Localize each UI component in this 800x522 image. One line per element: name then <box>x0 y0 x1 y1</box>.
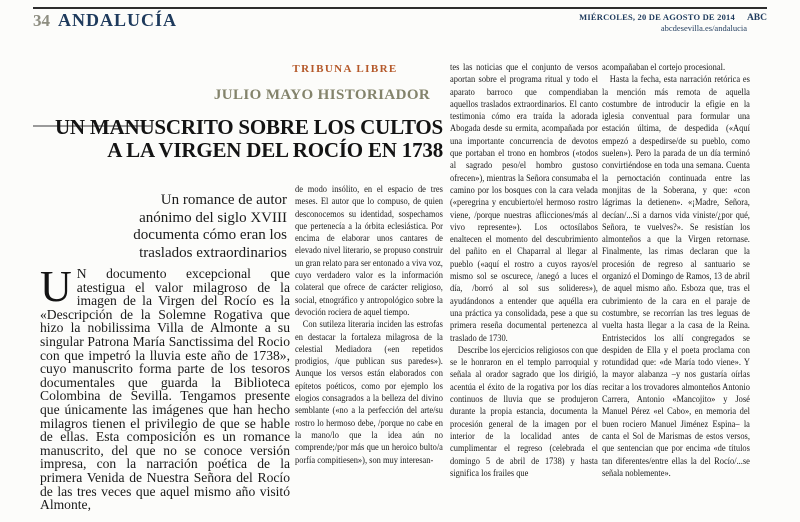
paragraph-text: N documento excepcional que atestigua el valor milagroso de la imagen de la Virgen del Rocío es la «Descripción de la Solemne Rogativa que hizo la nobilissima Villa de Almonte a su singular Patrona María Sanctissima del Rocio con que impetró la lluvia este año de 1738», cuyo manuscrito forma parte de los tesoros documentales que guarda la Biblioteca Colombina de Sevilla. Tengamos presente que únicamente las imágenes que han hecho milagros tienen el privilegio de que se hable de ellas. Esta composición es un romance manuscrito, del que no se conoce versión impresa, con la narración poética de la primera Venida de Nuestra Señora del Rocío de las tres veces que aquel mismo año visitó Almonte, <box>40 267 290 513</box>
section-title: ANDALUCÍA <box>58 10 178 30</box>
article-headline <box>33 116 443 162</box>
paragraph: acompañaban el cortejo procesional. <box>602 62 726 73</box>
paragraph: de modo insólito, en el espacio de tres meses. El autor que lo compuso, de quien desconocemos su identidad, sospechamos que pertenecía a la órbita eclesiástica. Por encima de elaborar unos cantares de elevado nivel literario, se propuso construir un gran relato para ser entonado a viva voz, cuyo verdadero valor es la información colateral que ofrece de carácter religioso, social, etnográfico y antropológico sobre la devoción rociera de aquel tiempo. <box>295 184 443 318</box>
kicker-tribuna-libre: TRIBUNA LIBRE <box>292 63 398 75</box>
deck-line-3: documenta cómo eran los <box>133 227 287 243</box>
deck-line-4: traslados extraordinarios <box>139 244 287 261</box>
website-url: abcdesevilla.es/andalucia <box>660 23 747 33</box>
header-top-rule <box>33 7 767 9</box>
article-deck <box>40 192 287 262</box>
paragraph: Hasta la fecha, esta narración retórica es la mención más remota de aquella costumbre de introducir la efigie en la iglesia conventual para formular una estación última, de despedida («Aquí empezó a despedirse/de su pueblo, como suelen»). Pero la parada de un día terminó convirtiéndose en toda una semana. Cuenta la pernoctación continuada entre las monjitas de la Soberana, y que: «con lágrimas la detienen». «¡Madre, Señora, decían/...Si a darnos vida viniste/¿por qué, Señora, te vuelves?». Se resistían los almonteños a que la Virgen retornase. Finalmente, las rimas declaran que la procesión de regreso al santuario se organizó el Domingo de Ramos, 13 de abril de aquel mismo año. Esboza que, tras el cubrimiento de la cara en el paraje de costumbre, se recorrían las tres leguas de vuelta hasta llegar a la casa de la Reina. Entristecidos los allí congregados se despiden de Ella y el poeta proclama con rotundidad que: «de María todo viene». Y la mayor alabanza –y nos gustaría oírlas recitar a los trovadores almonteños Antonio Carrera, Antonio «Mancojito» y José Manuel Pérez «el Cabo», en memoria del buen rociero Manuel Jiménez Espina– la canta el Sol de Marismas de estos versos, que sentencian que por encima «de títulos tan diferentes/entre ellas la del Rocío/...se señala noblemente». <box>602 74 750 479</box>
headline-line-2: A LA VIRGEN DEL ROCÍO EN 1738 <box>107 138 443 162</box>
masthead-date-line <box>579 11 767 23</box>
headline-line-1: UN MANUSCRITO SOBRE LOS CULTOS <box>54 115 443 139</box>
paragraph <box>40 267 290 512</box>
masthead-right <box>579 11 767 33</box>
body-column-3 <box>450 62 598 522</box>
edition-date: MIÉRCOLES, 20 DE AGOSTO DE 2014 <box>579 12 735 22</box>
page-number: 34 <box>33 11 50 30</box>
body-column-1 <box>40 267 290 522</box>
paragraph: tes las noticias que el conjunto de versos aportan sobre el programa ritual y todo el aparato barroco que compendiaban aquellos traslados extraordinarios. El canto testimonia cómo era traída la adorada Abogada desde su ermita, acompañada por una importante concurrencia de devotos que portaban el trono en hombros («todos al sagrado peso/el hombro gustoso ofrecen»), mientras la Señora consumaba el camino por los bosques con la cara velada («peregrina y encubierto/el hermoso rostro viene, /porque nuestras aflicciones/más al vivo represente»). Los octosílabos enaltecen el momento del descubrimiento del pañito en el Chaparral al llegar al pueblo («aquí el rostro a cuyos rayos/el mismo sol se oscurece, /anegó a luces el día, /borró al sol sus solideres»), ayudándonos a entender que aquélla era una práctica ya consolidada, pese a que su primera reseña documental pertenezca al traslado de 1730. <box>450 62 598 344</box>
deck-line-2: anónimo del siglo XVIII <box>139 209 287 226</box>
deck-line-1: Un romance de autor <box>160 192 287 208</box>
body-column-2 <box>295 184 443 522</box>
brand-abc: ABC <box>746 13 767 23</box>
paragraph: Describe los ejercicios religiosos con que se le honraron en el templo parroquial y señala al orador sagrado que los dirigió, acentúa el éxito de la rogativa por los días continuos de lluvia que se produjeron durante la propia estancia, documenta la procesión general de la imagen por el interior de la localidad antes de cumplimentar el regreso (celebrada el domingo 5 de abril de 1738) y hasta significa los frailes que <box>450 344 598 479</box>
author-byline: JULIO MAYO HISTORIADOR <box>213 87 431 103</box>
body-column-4 <box>602 62 750 522</box>
paragraph: Con sutileza literaria inciden las estrofas en destacar la fortaleza milagrosa de la celestial Mediadora («en repetidos prodigios, /que publican sus paredes»). Aunque los versos están elaborados con epítetos poéticos, como por ejemplo los elogios consagrados a la belleza del divino semblante («no a la perfección del arte/su rostro lo hermoso debe, /porque no cabe en la mano/lo que la idea aún no comprende;/por más que un heroico bulto/a porfía compitiesen»), son muy interesan- <box>295 319 443 466</box>
drop-cap: U <box>40 267 72 311</box>
